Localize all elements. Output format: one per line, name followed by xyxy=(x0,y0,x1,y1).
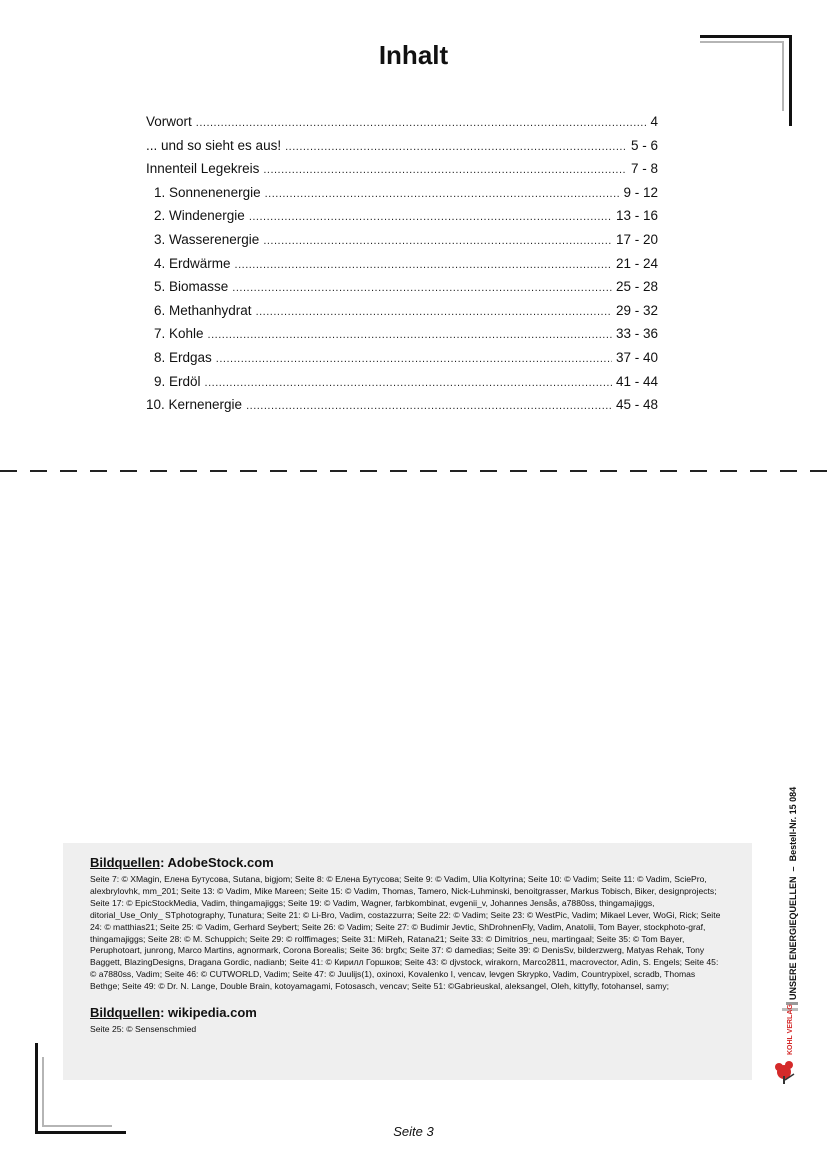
toc-row xyxy=(146,374,658,398)
credits-prefix: Bildquellen xyxy=(90,855,161,870)
toc-pages: 33 - 36 xyxy=(615,326,658,342)
toc-row xyxy=(146,185,658,209)
table-of-contents xyxy=(146,114,658,421)
toc-label: ... und so sieht es aus! xyxy=(146,137,282,153)
toc-pages: 37 - 40 xyxy=(615,349,658,365)
toc-label: 10. Kernenergie xyxy=(146,397,243,413)
toc-leader-dots xyxy=(265,188,620,200)
logo-brand: KOHL VERLAG xyxy=(787,1004,794,1055)
series-name: UNSERE ENERGIEQUELLEN xyxy=(788,876,798,1000)
order-number: Bestell-Nr. 15 084 xyxy=(788,786,798,862)
toc-row xyxy=(146,161,658,185)
toc-row xyxy=(146,397,658,421)
toc-pages: 41 - 44 xyxy=(615,373,658,389)
toc-row xyxy=(146,350,658,374)
toc-leader-dots xyxy=(235,259,612,271)
toc-pages: 9 - 12 xyxy=(623,184,658,200)
toc-leader-dots xyxy=(263,235,612,247)
toc-leader-dots xyxy=(256,306,612,318)
credits-source: : wikipedia.com xyxy=(160,1005,257,1021)
toc-row xyxy=(146,232,658,256)
credits-prefix: Bildquellen xyxy=(90,1005,161,1021)
toc-leader-dots xyxy=(263,164,627,176)
toc-leader-dots xyxy=(196,117,647,129)
toc-pages: 7 - 8 xyxy=(630,161,658,177)
toc-label: 5. Biomasse xyxy=(154,279,229,295)
toc-leader-dots xyxy=(208,329,612,341)
separator: – xyxy=(788,866,798,872)
toc-pages: 5 - 6 xyxy=(630,137,658,153)
toc-row xyxy=(146,208,658,232)
toc-label: 2. Windenergie xyxy=(154,208,245,224)
credits-heading-wiki xyxy=(90,1005,726,1020)
toc-leader-dots xyxy=(249,211,612,223)
toc-label: Vorwort xyxy=(146,114,192,129)
toc-leader-dots xyxy=(232,282,612,294)
credits-text-wiki: Seite 25: © Sensenschmied xyxy=(90,1024,197,1035)
toc-pages: 25 - 28 xyxy=(615,279,658,295)
credits-text-adobe: Seite 7: © XMagin, Елена Бутусова, Sutana, bigjom; Seite 8: © Елена Бутусова; Seite 9: © Vadim, Ulia Koltyrina; Seite 10: © Vadim; Seite 11: © Vadim, SciePro, alexbrylovhk, mm_201; Seite 13: © Vadim, Mike Mareen; Seite 15: © Vadim, Thomas, Tamero, Nick-Luhminski, benoitgrasser, Markus Tobisch, Biker, designprojects; Seite 17: © EpicStockMedia, Vadim, thingamajiggs; Seite 19: © Vadim, Wagner, farbkombinat, evgenii_v, Johannes Jensås, a7880ss, thingamajiggs, ditorial_Use_Only_ STphotography, Tunatura; Seite 21: © Li-Bro, Vadim, costazzurra; Seite 22: © Vadim; Seite 23: © WestPic, Vadim; Mikael Lever, WoGi, Rick; Seite 24: © matthias21; Seite 25: © Vadim, Gerhard Seybert; Seite 26: © Vadim; Seite 27: © Budimir Jevtic, ShDrohnenFly, Vadim, Anatolii, Tom Bayer, stockphoto-graf, thingamajiggs; Seite 28: © M. Schuppich; Seite 29: © rolffimages; Seite 31: MiReh, Ratana21; Seite 33: © Dimitrios_neu, martingaal; Seite 35: © Tom Bayer, Peruphotoart, junrong, Marco Martins, agnormark, Corona Borealis; Seite 36: brgfx; Seite 37: © damedias; Seite 39: © DenisSv, bilderzwerg, Matyas Rehak, Tony Baggett, BlazingDesigns, Dragana Gordic, nadianb; Seite 41: © Кирилл Горшков; Seite 43: © djvstock, wirakorn, Marco2811, macrovector, Adin, S. Engels; Seite 45: © a7880ss, Vadim; Seite 46: © CUTWORLD, Vadim; Seite 47: © Juulijs(1), oxinoxi, Kovalenko I, vencav, levgen Skrypko, Vadim, Countrypixel, scradb, Thomas Bethge; Seite 49: © Dr. N. Lange, Double Brain, kotoyamagami, Fotosasch, vencav; Seite 51: ©Gabrieuskal, aleksangel, Oleh, kittyfly, fotohansel, samy; xyxy=(90,874,721,992)
toc-label: 9. Erdöl xyxy=(154,373,201,389)
cut-line xyxy=(0,470,827,472)
toc-row xyxy=(146,303,658,327)
toc-label: Innenteil Legekreis xyxy=(146,161,260,177)
toc-pages: 45 - 48 xyxy=(615,397,658,413)
image-credits-box xyxy=(63,843,752,1080)
side-series-label xyxy=(788,740,798,1000)
toc-label: 6. Methanhydrat xyxy=(154,302,252,318)
toc-leader-dots xyxy=(205,377,612,389)
credits-source: : AdobeStock.com xyxy=(160,855,274,870)
page-number: Seite 3 xyxy=(393,1124,434,1139)
credits-heading-adobe xyxy=(90,855,726,870)
toc-row xyxy=(146,279,658,303)
toc-pages: 17 - 20 xyxy=(615,231,658,247)
toc-pages: 21 - 24 xyxy=(615,255,658,271)
toc-pages: 4 xyxy=(650,114,658,129)
toc-row xyxy=(146,138,658,162)
toc-pages: 13 - 16 xyxy=(615,208,658,224)
publisher-logo xyxy=(772,1000,806,1090)
toc-label: 3. Wasserenergie xyxy=(154,231,260,247)
toc-row xyxy=(146,114,658,138)
toc-leader-dots xyxy=(216,353,612,365)
toc-label: 8. Erdgas xyxy=(154,349,212,365)
toc-label: 7. Kohle xyxy=(154,326,204,342)
toc-leader-dots xyxy=(285,141,627,153)
toc-label: 1. Sonnenenergie xyxy=(154,184,261,200)
toc-row xyxy=(146,256,658,280)
toc-row xyxy=(146,326,658,350)
page-title: Inhalt xyxy=(378,40,449,70)
toc-label: 4. Erdwärme xyxy=(154,255,231,271)
toc-pages: 29 - 32 xyxy=(615,302,658,318)
toc-leader-dots xyxy=(246,400,612,412)
logo-graphic xyxy=(772,1000,806,1090)
